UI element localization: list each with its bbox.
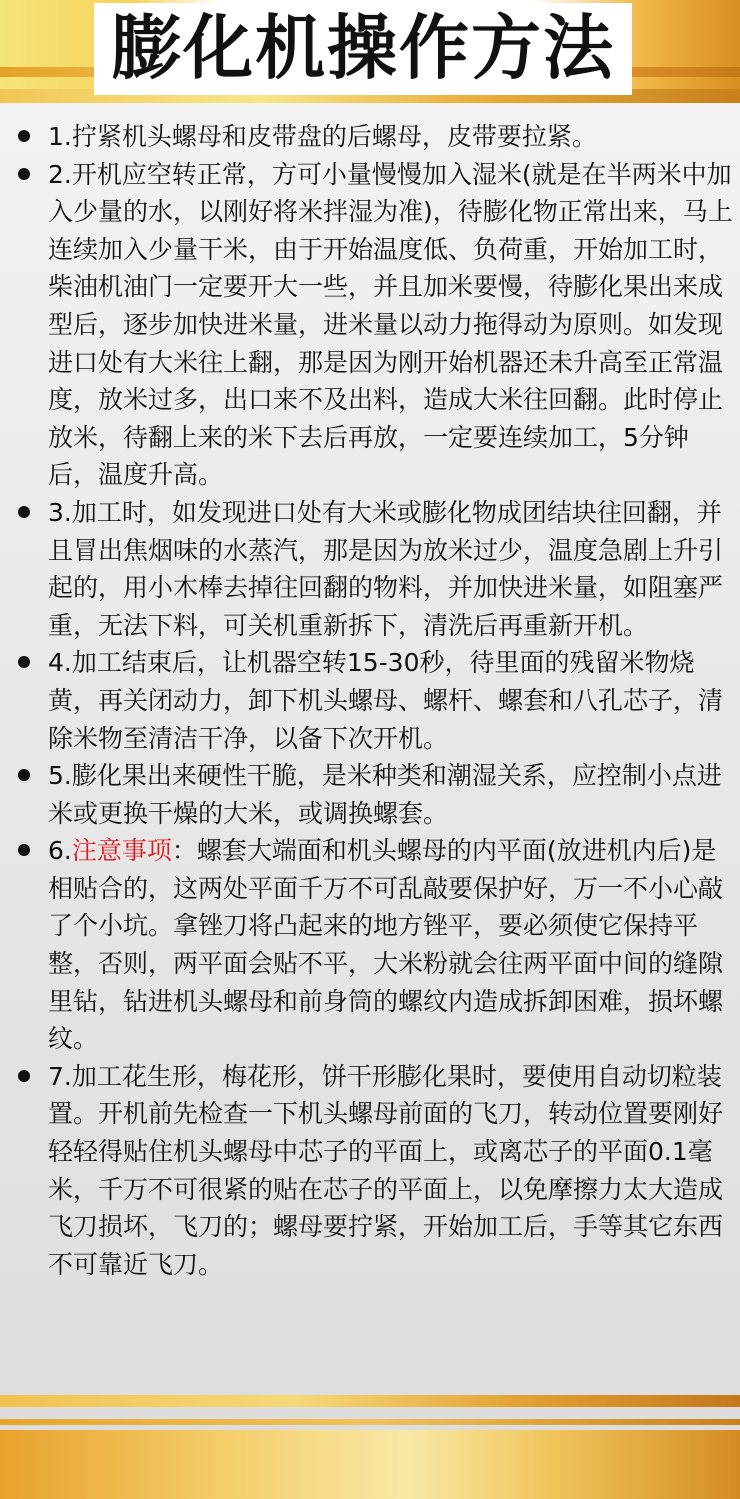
list-item-text: 3.加工时，如发现进口处有大米或膨化物成团结块往回翻，并且冒出焦烟味的水蒸汽，那是因为放米过少，温度急剧上升引起的，用小木棒去掉往回翻的物料，并加快进米量，如阻塞严重，无法下料，可关机重新拆下，清洗后再重新开机。 xyxy=(48,497,724,640)
bullet-icon xyxy=(18,130,30,142)
list-item xyxy=(14,832,734,1058)
bullet-icon xyxy=(18,506,30,518)
instruction-list xyxy=(14,118,734,1283)
bullet-icon xyxy=(18,656,30,668)
notice-highlight: 注意事项 xyxy=(71,836,172,866)
list-item xyxy=(14,1058,734,1284)
list-item xyxy=(14,494,734,644)
list-item xyxy=(14,644,734,757)
list-item-text: 7.加工花生形，梅花形，饼干形膨化果时，要使用自动切粒装置。开机前先检查一下机头螺母前面的飞刀，转动位置要刚好轻轻得贴住机头螺母中芯子的平面上，或离芯子的平面0.1毫米，千万不可很紧的贴在芯子的平面上，以免摩擦力太大造成飞刀损坏，飞刀的；螺母要拧紧，开始加工后，手等其它东西不可靠近飞刀。 xyxy=(48,1061,724,1279)
list-item xyxy=(14,757,734,832)
list-item-text: 5.膨化果出来硬性干脆，是米种类和潮湿关系，应控制小点进米或更换干燥的大米，或调换螺套。 xyxy=(48,761,722,828)
list-item-text: 4.加工结束后，让机器空转15-30秒，待里面的残留米物烧黄，再关闭动力，卸下机头螺母、螺杆、螺套和八孔芯子，清除米物至清洁干净，以备下次开机。 xyxy=(48,648,724,753)
footer-gold-rule-thin xyxy=(0,1419,740,1425)
bullet-icon xyxy=(18,844,30,856)
bullet-icon xyxy=(18,168,30,180)
list-item xyxy=(14,156,734,494)
list-item-text: 2.开机应空转正常，方可小量慢慢加入湿米(就是在半两米中加入少量的水，以刚好将米拌湿为准)，待膨化物正常出来，马上连续加入少量干米，由于开始温度低、负荷重，开始加工时，柴油机油门一定要开大一些，并且加米要慢，待膨化果出来成型后，逐步加快进米量，进米量以动力拖得动为原则。如发现进口处有大米往上翻，那是因为刚开始机器还未升高至正常温度，放米过多，出口来不及出料，造成大米往回翻。此时停止放米，待翻上来的米下去后再放，一定要连续加工，5分钟后，温度升高。 xyxy=(48,159,733,490)
list-item-number: 6. xyxy=(48,836,72,866)
footer-band xyxy=(0,1430,740,1499)
footer-gold-rule-top xyxy=(0,1395,740,1407)
page-title: 膨化机操作方法 xyxy=(111,7,615,89)
bullet-icon xyxy=(18,769,30,781)
list-item-text: ：螺套大端面和机头螺母的内平面(放进机内后)是相贴合的，这两处平面千万不可乱敲要保护好，万一不小心敲了个小坑。拿锉刀将凸起来的地方锉平，要必须使它保持平整，否则，两平面会贴不平，大米粉就会往两平面中间的缝隙里钻，钻进机头螺母和前身筒的螺纹内造成拆卸困难，损坏螺纹。 xyxy=(48,836,724,1054)
bullet-icon xyxy=(18,1070,30,1082)
list-item xyxy=(14,118,734,156)
list-item-text: 1.拧紧机头螺母和皮带盘的后螺母，皮带要拉紧。 xyxy=(48,122,597,151)
